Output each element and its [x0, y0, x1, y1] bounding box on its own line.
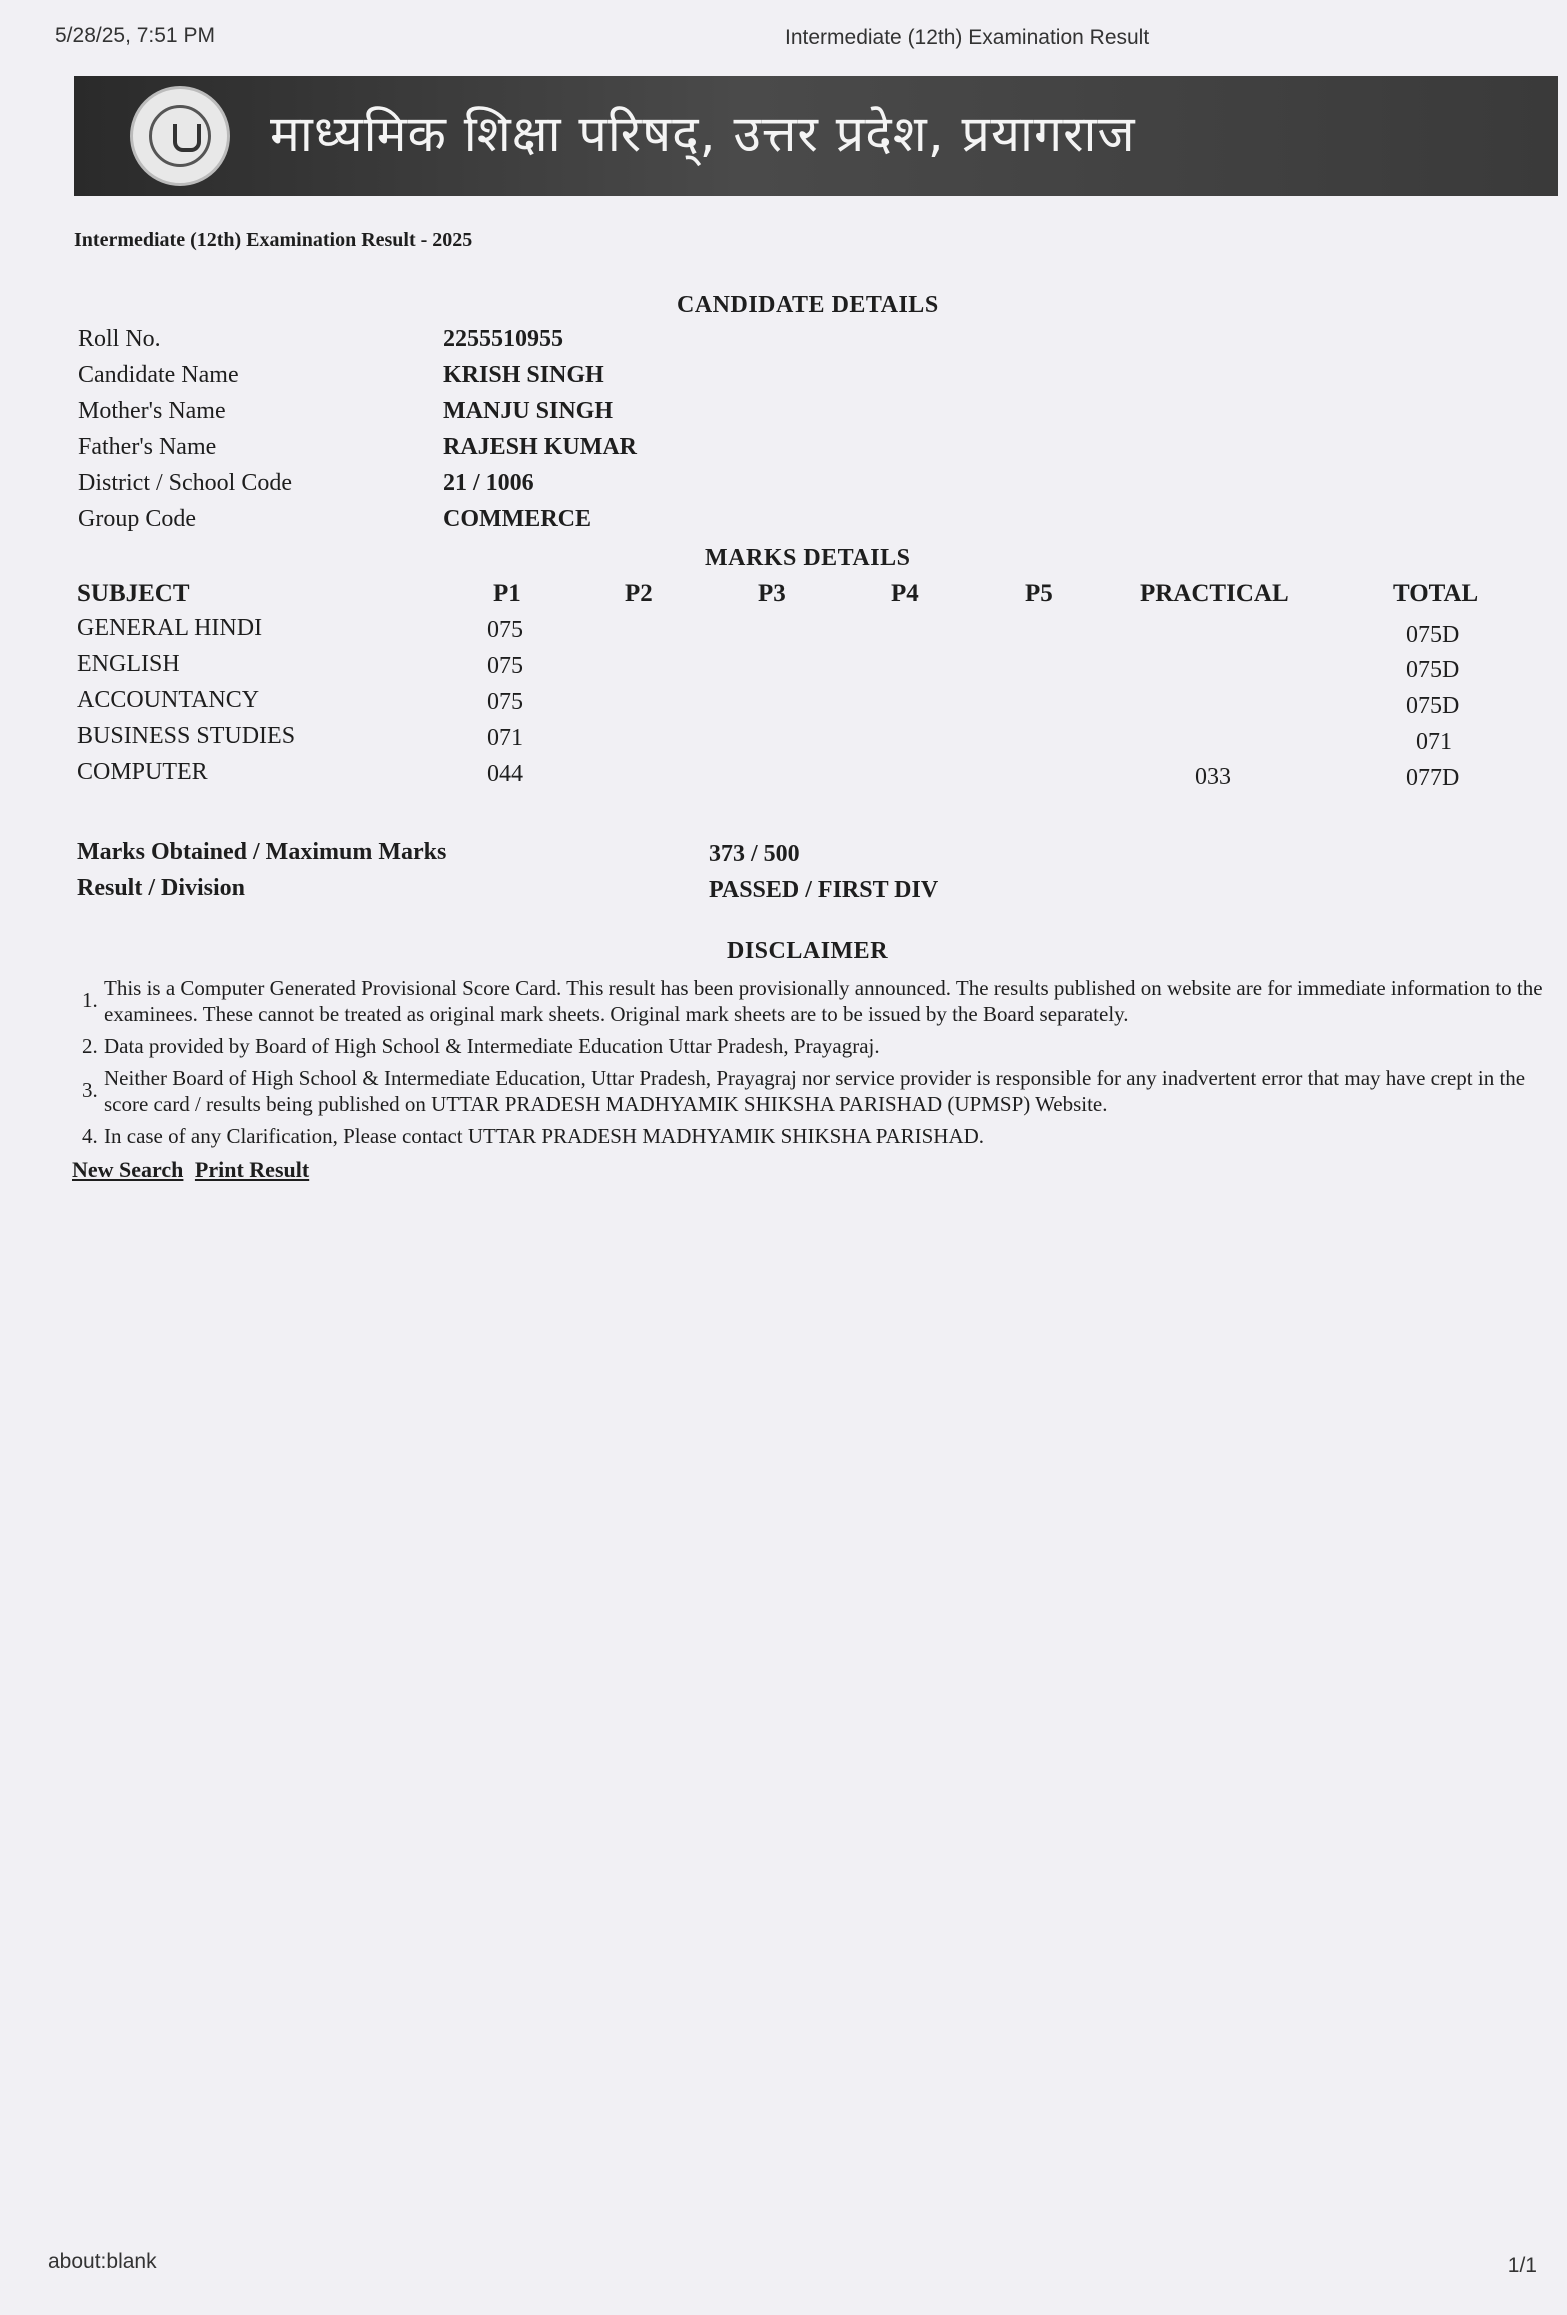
candidate-name-value: KRISH SINGH [443, 362, 604, 388]
banner-title: माध्यमिक शिक्षा परिषद्, उत्तर प्रदेश, प्रयागराज [270, 105, 1136, 163]
p1-cell: 071 [487, 725, 523, 751]
item-text: Neither Board of High School & Intermediate Education, Uttar Pradesh, Prayagraj nor service provider is responsible for any inadvertent error that may have crept in the score card / results being published on UTTAR PRADESH MADHYAMIK SHIKSHA PARISHAD (UPMSP) Website. [104, 1066, 1526, 1116]
col-p2: P2 [625, 580, 653, 607]
disclaimer-heading: DISCLAIMER [727, 938, 889, 964]
subject-cell: ENGLISH [77, 651, 180, 677]
father-name-label: Father's Name [78, 434, 217, 460]
new-search-link[interactable]: New Search [72, 1157, 184, 1182]
total-cell: 077D [1406, 765, 1460, 791]
total-cell: 075D [1406, 693, 1460, 719]
header-banner [74, 76, 1558, 196]
subject-cell: GENERAL HINDI [77, 615, 263, 641]
item-text: This is a Computer Generated Provisional Score Card. This result has been provisionally announced. The results published on website are for immediate information to the examinees. These cannot be treated as original mark sheets. Original mark sheets are to be issued by the Board separately. [104, 976, 1543, 1026]
footer-url: about:blank [48, 2250, 157, 2273]
item-number: 1. [82, 988, 98, 1012]
father-name-value: RAJESH KUMAR [443, 434, 638, 460]
group-code-label: Group Code [78, 506, 196, 532]
print-result-link[interactable]: Print Result [194, 1157, 310, 1182]
p1-cell: 075 [487, 689, 523, 715]
item-number: 4. [82, 1124, 98, 1148]
item-number: 2. [82, 1034, 98, 1058]
roll-no-value: 2255510955 [443, 326, 563, 352]
district-school-code-label: District / School Code [78, 470, 292, 496]
subject-cell: COMPUTER [77, 759, 208, 785]
disclaimer-list [74, 975, 1554, 1155]
p1-cell: 044 [487, 761, 523, 787]
list-item [74, 1033, 1554, 1059]
print-page-title: Intermediate (12th) Examination Result [785, 26, 1150, 49]
marks-details-heading: MARKS DETAILS [705, 545, 911, 571]
result-links [72, 1157, 315, 1183]
col-p1: P1 [493, 580, 521, 607]
p1-cell: 075 [487, 617, 523, 643]
candidate-details-heading: CANDIDATE DETAILS [677, 292, 939, 318]
marks-obtained-label: Marks Obtained / Maximum Marks [77, 839, 447, 865]
mother-name-label: Mother's Name [78, 398, 226, 424]
col-total: TOTAL [1393, 580, 1479, 607]
col-practical: PRACTICAL [1140, 580, 1289, 607]
print-datetime: 5/28/25, 7:51 PM [55, 24, 215, 47]
total-cell: 071 [1416, 729, 1452, 755]
practical-cell: 033 [1195, 764, 1231, 790]
item-number: 3. [82, 1078, 98, 1102]
subject-cell: ACCOUNTANCY [77, 687, 260, 713]
item-text: Data provided by Board of High School & Intermediate Education Uttar Pradesh, Prayagraj. [104, 1034, 880, 1058]
col-p4: P4 [891, 580, 919, 607]
total-cell: 075D [1406, 622, 1460, 648]
footer-page-number: 1/1 [1507, 2254, 1537, 2277]
col-p5: P5 [1025, 580, 1053, 607]
subject-cell: BUSINESS STUDIES [77, 723, 296, 749]
district-school-code-value: 21 / 1006 [443, 470, 534, 496]
roll-no-label: Roll No. [78, 326, 161, 352]
result-division-value: PASSED / FIRST DIV [709, 877, 939, 903]
col-p3: P3 [758, 580, 786, 607]
candidate-name-label: Candidate Name [78, 362, 239, 388]
result-division-label: Result / Division [77, 875, 246, 901]
board-emblem-icon [130, 86, 230, 186]
item-text: In case of any Clarification, Please contact UTTAR PRADESH MADHYAMIK SHIKSHA PARISHAD. [104, 1124, 985, 1148]
group-code-value: COMMERCE [443, 506, 591, 532]
p1-cell: 075 [487, 653, 523, 679]
marks-obtained-value: 373 / 500 [709, 841, 800, 867]
mother-name-value: MANJU SINGH [443, 398, 614, 424]
total-cell: 075D [1406, 657, 1460, 683]
exam-title: Intermediate (12th) Examination Result - 2025 [74, 229, 473, 251]
list-item [74, 975, 1554, 1027]
col-subject: SUBJECT [77, 580, 190, 607]
list-item [74, 1123, 1554, 1149]
list-item [74, 1065, 1554, 1117]
